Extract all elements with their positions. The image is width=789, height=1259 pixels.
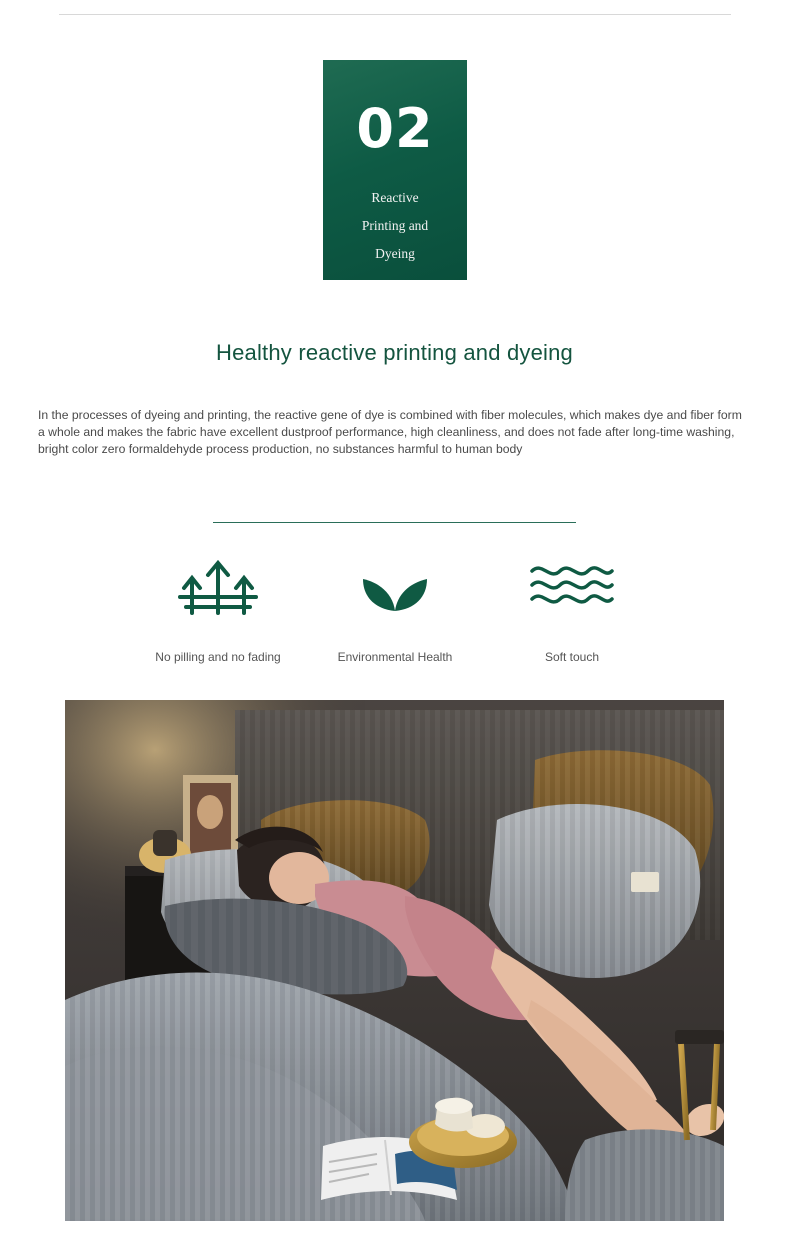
feature-item-soft-touch bbox=[484, 556, 660, 664]
arrows-up-icon bbox=[130, 556, 306, 618]
badge-subtitle-line-3: Dyeing bbox=[375, 246, 415, 261]
badge-subtitle-line-2: Printing and bbox=[361, 218, 429, 233]
feature-label: No pilling and no fading bbox=[155, 650, 281, 664]
feature-item-no-pilling bbox=[130, 556, 306, 664]
top-divider bbox=[59, 14, 731, 15]
feature-list bbox=[130, 556, 660, 664]
badge-subtitle bbox=[323, 184, 467, 268]
section-badge bbox=[323, 60, 467, 280]
badge-subtitle-line-1: Reactive bbox=[371, 190, 419, 205]
badge-number: 02 bbox=[356, 97, 434, 160]
feature-item-environmental-health bbox=[307, 556, 483, 664]
feature-label: Environmental Health bbox=[337, 650, 453, 664]
leaf-icon bbox=[307, 556, 483, 618]
product-photo bbox=[65, 700, 724, 1221]
section-divider bbox=[213, 522, 576, 523]
section-paragraph: In the processes of dyeing and printing, the reactive gene of dye is combined with fiber molecules, which makes dye and fiber form a whole and makes the fabric have excellent dustproof performance, high cleanliness, and does not fade after long-time washing, bright color zero formaldehyde process production, no substances harmful to human body bbox=[38, 408, 742, 456]
waves-icon bbox=[484, 556, 660, 618]
section-heading: Healthy reactive printing and dyeing bbox=[216, 340, 573, 365]
feature-label: Soft touch bbox=[544, 650, 600, 664]
